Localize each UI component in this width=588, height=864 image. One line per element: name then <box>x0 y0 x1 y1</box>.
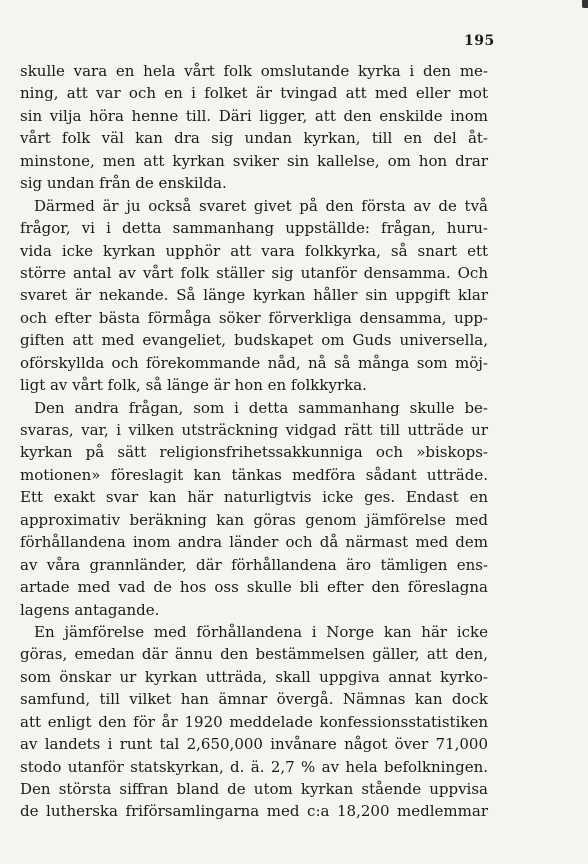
text-line: motionen» föreslagit kan tänkas medföra sådant utträde. <box>20 465 488 484</box>
text-line: svaret är nekande. Så länge kyrkan håller sin uppgift klar <box>20 286 488 305</box>
text-line: artade med vad de hos oss skulle bli efter den föreslagna <box>20 578 488 597</box>
text-line: approximativ beräkning kan göras genom jämförelse med <box>20 510 488 529</box>
text-line: skulle vara en hela vårt folk omslutande kyrka i den me- <box>20 62 488 80</box>
text-line: de lutherska friförsamlingarna med c:a 18,200 medlemmar <box>20 802 488 821</box>
text-line: giften att med evangeliet, budskapet om Guds universella, <box>20 331 488 350</box>
text-line: Den största siffran bland de utom kyrkan stående uppvisa <box>20 780 488 798</box>
text-line: förhållandena inom andra länder och då närmast med dem <box>20 533 488 552</box>
body-text <box>20 60 488 823</box>
text-line: göras, emedan där ännu den bestämmelsen gäller, att den, <box>20 645 488 664</box>
text-line: Den andra frågan, som i detta sammanhang skulle be- <box>34 398 488 417</box>
text-line: som önskar ur kyrkan utträda, skall uppgiva annat kyrko- <box>20 667 488 686</box>
text-line: av landets i runt tal 2,650,000 invånare något över 71,000 <box>20 735 488 754</box>
text-line: En jämförelse med förhållandena i Norge kan här icke <box>34 622 488 641</box>
text-line: frågor, vi i detta sammanhang uppställde: frågan, huru- <box>20 219 488 238</box>
text-line: svaras, var, i vilken utsträckning vidgad rätt till utträde ur <box>20 421 488 439</box>
text-line: samfund, till vilket han ämnar övergå. Nämnas kan dock <box>20 690 488 709</box>
text-line: oförskyllda och förekommande nåd, nå så många som möj- <box>20 353 488 372</box>
text-line: vårt folk väl kan dra sig undan kyrkan, till en del åt- <box>20 129 488 148</box>
text-line: sin vilja höra henne till. Däri ligger, att den enskilde inom <box>20 106 488 125</box>
text-line: och efter bästa förmåga söker förverkliga densamma, upp- <box>20 308 488 327</box>
text-line: ning, att var och en i folket är tvingad att med eller mot <box>20 84 488 103</box>
page-number: 195 <box>464 33 495 49</box>
text-line: stodo utanför statskyrkan, d. ä. 2,7 % av hela befolkningen. <box>20 757 488 776</box>
text-line: av våra grannländer, där förhållandena äro tämligen ens- <box>20 555 488 574</box>
text-line: minstone, men att kyrkan sviker sin kallelse, om hon drar <box>20 151 488 170</box>
text-line: ligt av vårt folk, så länge är hon en folkkyrka. <box>20 376 367 395</box>
text-line: att enligt den för år 1920 meddelade konfessionsstatistiken <box>20 712 488 731</box>
text-line: Ett exakt svar kan här naturligtvis icke ges. Endast en <box>20 488 488 507</box>
text-line: vida icke kyrkan upphör att vara folkkyrka, så snart ett <box>20 241 488 260</box>
page-edge-mark <box>582 0 588 8</box>
text-line: sig undan från de enskilda. <box>20 174 227 193</box>
text-line: större antal av vårt folk ställer sig utanför densamma. Och <box>20 263 488 282</box>
text-line: lagens antagande. <box>20 600 160 619</box>
text-line: kyrkan på sätt religionsfrihetssakkunniga och »biskops- <box>20 443 488 462</box>
text-line: Därmed är ju också svaret givet på den första av de två <box>34 196 488 215</box>
